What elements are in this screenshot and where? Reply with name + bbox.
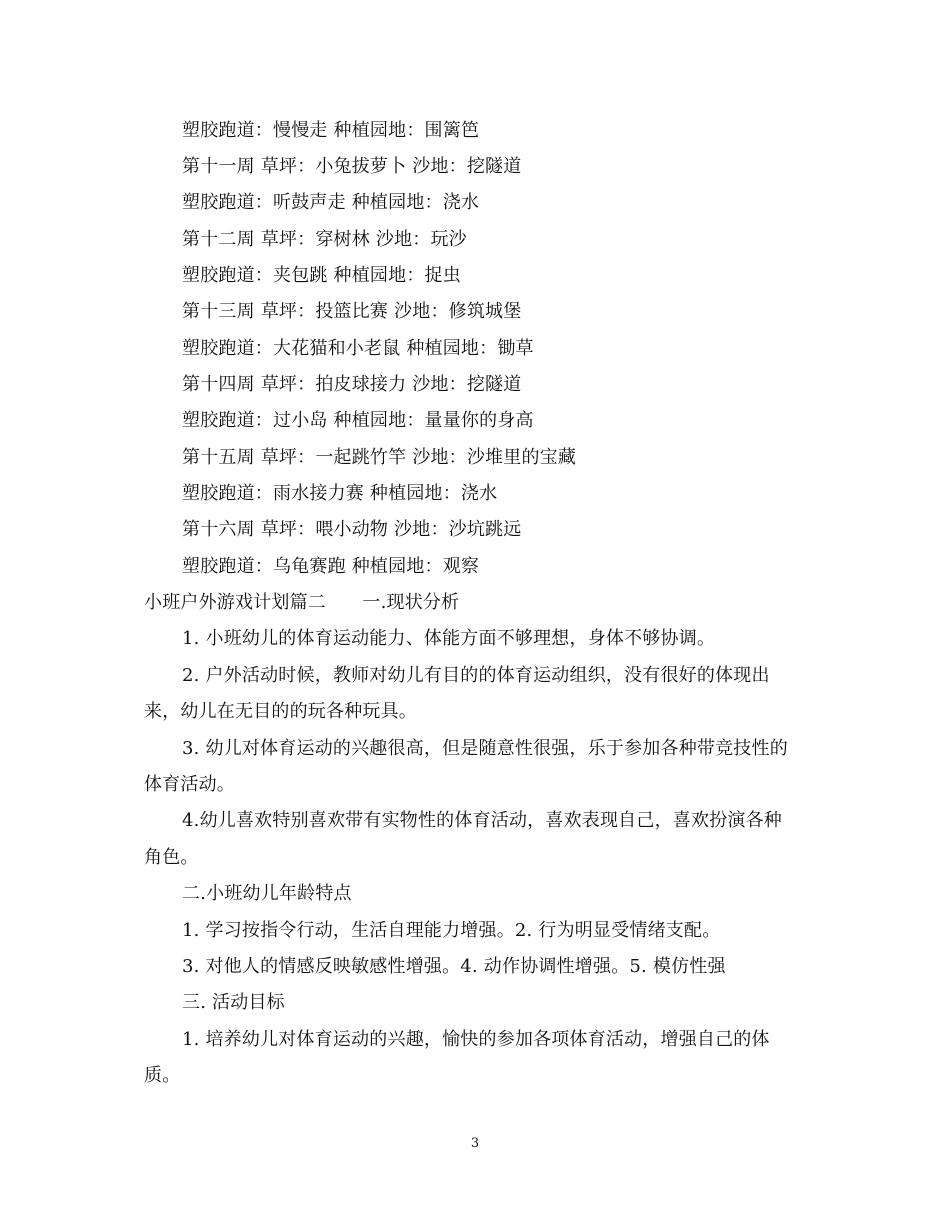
schedule-line: 第十六周 草坪：喂小动物 沙地：沙坑跳远 — [182, 519, 522, 540]
schedule-line: 塑胶跑道：过小岛 种植园地：量量你的身高 — [182, 410, 534, 431]
schedule-line: 塑胶跑道：慢慢走 种植园地：围篱笆 — [182, 120, 480, 141]
schedule-line: 塑胶跑道：大花猫和小老鼠 种植园地：锄草 — [182, 338, 534, 359]
subheading: 三. 活动目标 — [182, 992, 285, 1013]
schedule-line: 塑胶跑道：听鼓声走 种植园地：浇水 — [182, 192, 480, 213]
schedule-line: 第十三周 草坪：投篮比赛 沙地：修筑城堡 — [182, 301, 522, 322]
paragraph-line: 3. 对他人的情感反映敏感性增强。4. 动作协调性增强。5. 模仿性强 — [182, 956, 726, 977]
paragraph-line: 2. 户外活动时候，教师对幼儿有目的的体育运动组织，没有很好的体现出 — [182, 665, 770, 686]
paragraph-line: 体育活动。 — [144, 774, 235, 795]
paragraph-line: 3. 幼儿对体育运动的兴趣很高，但是随意性很强，乐于参加各种带竞技性的 — [182, 738, 788, 759]
paragraph-line: 角色。 — [144, 847, 199, 868]
paragraph-line: 4.幼儿喜欢特别喜欢带有实物性的体育活动，喜欢表现自己，喜欢扮演各种 — [182, 810, 782, 831]
schedule-line: 第十四周 草坪：拍皮球接力 沙地：挖隧道 — [182, 374, 522, 395]
schedule-line: 塑胶跑道：乌龟赛跑 种植园地：观察 — [182, 556, 480, 577]
paragraph-line: 1. 学习按指令行动，生活自理能力增强。2. 行为明显受情绪支配。 — [182, 920, 721, 941]
schedule-line: 塑胶跑道：夹包跳 种植园地：捉虫 — [182, 265, 461, 286]
schedule-line: 第十五周 草坪：一起跳竹竿 沙地：沙堆里的宝藏 — [182, 447, 577, 468]
paragraph-line: 来，幼儿在无目的的玩各种玩具。 — [144, 701, 417, 722]
schedule-line: 第十一周 草坪：小兔拔萝卜 沙地：挖隧道 — [182, 156, 522, 177]
paragraph-line: 1. 小班幼儿的体育运动能力、体能方面不够理想，身体不够协调。 — [182, 628, 716, 649]
page-number: 3 — [470, 1136, 480, 1151]
paragraph-line: 质。 — [144, 1065, 181, 1086]
section-heading: 小班户外游戏计划篇二 一.现状分析 — [144, 592, 460, 613]
schedule-line: 第十二周 草坪：穿树林 沙地：玩沙 — [182, 229, 467, 250]
schedule-line: 塑胶跑道：雨水接力赛 种植园地：浇水 — [182, 483, 498, 504]
subheading: 二.小班幼儿年龄特点 — [182, 883, 352, 904]
paragraph-line: 1. 培养幼儿对体育运动的兴趣，愉快的参加各项体育活动，增强自己的体 — [182, 1029, 770, 1050]
